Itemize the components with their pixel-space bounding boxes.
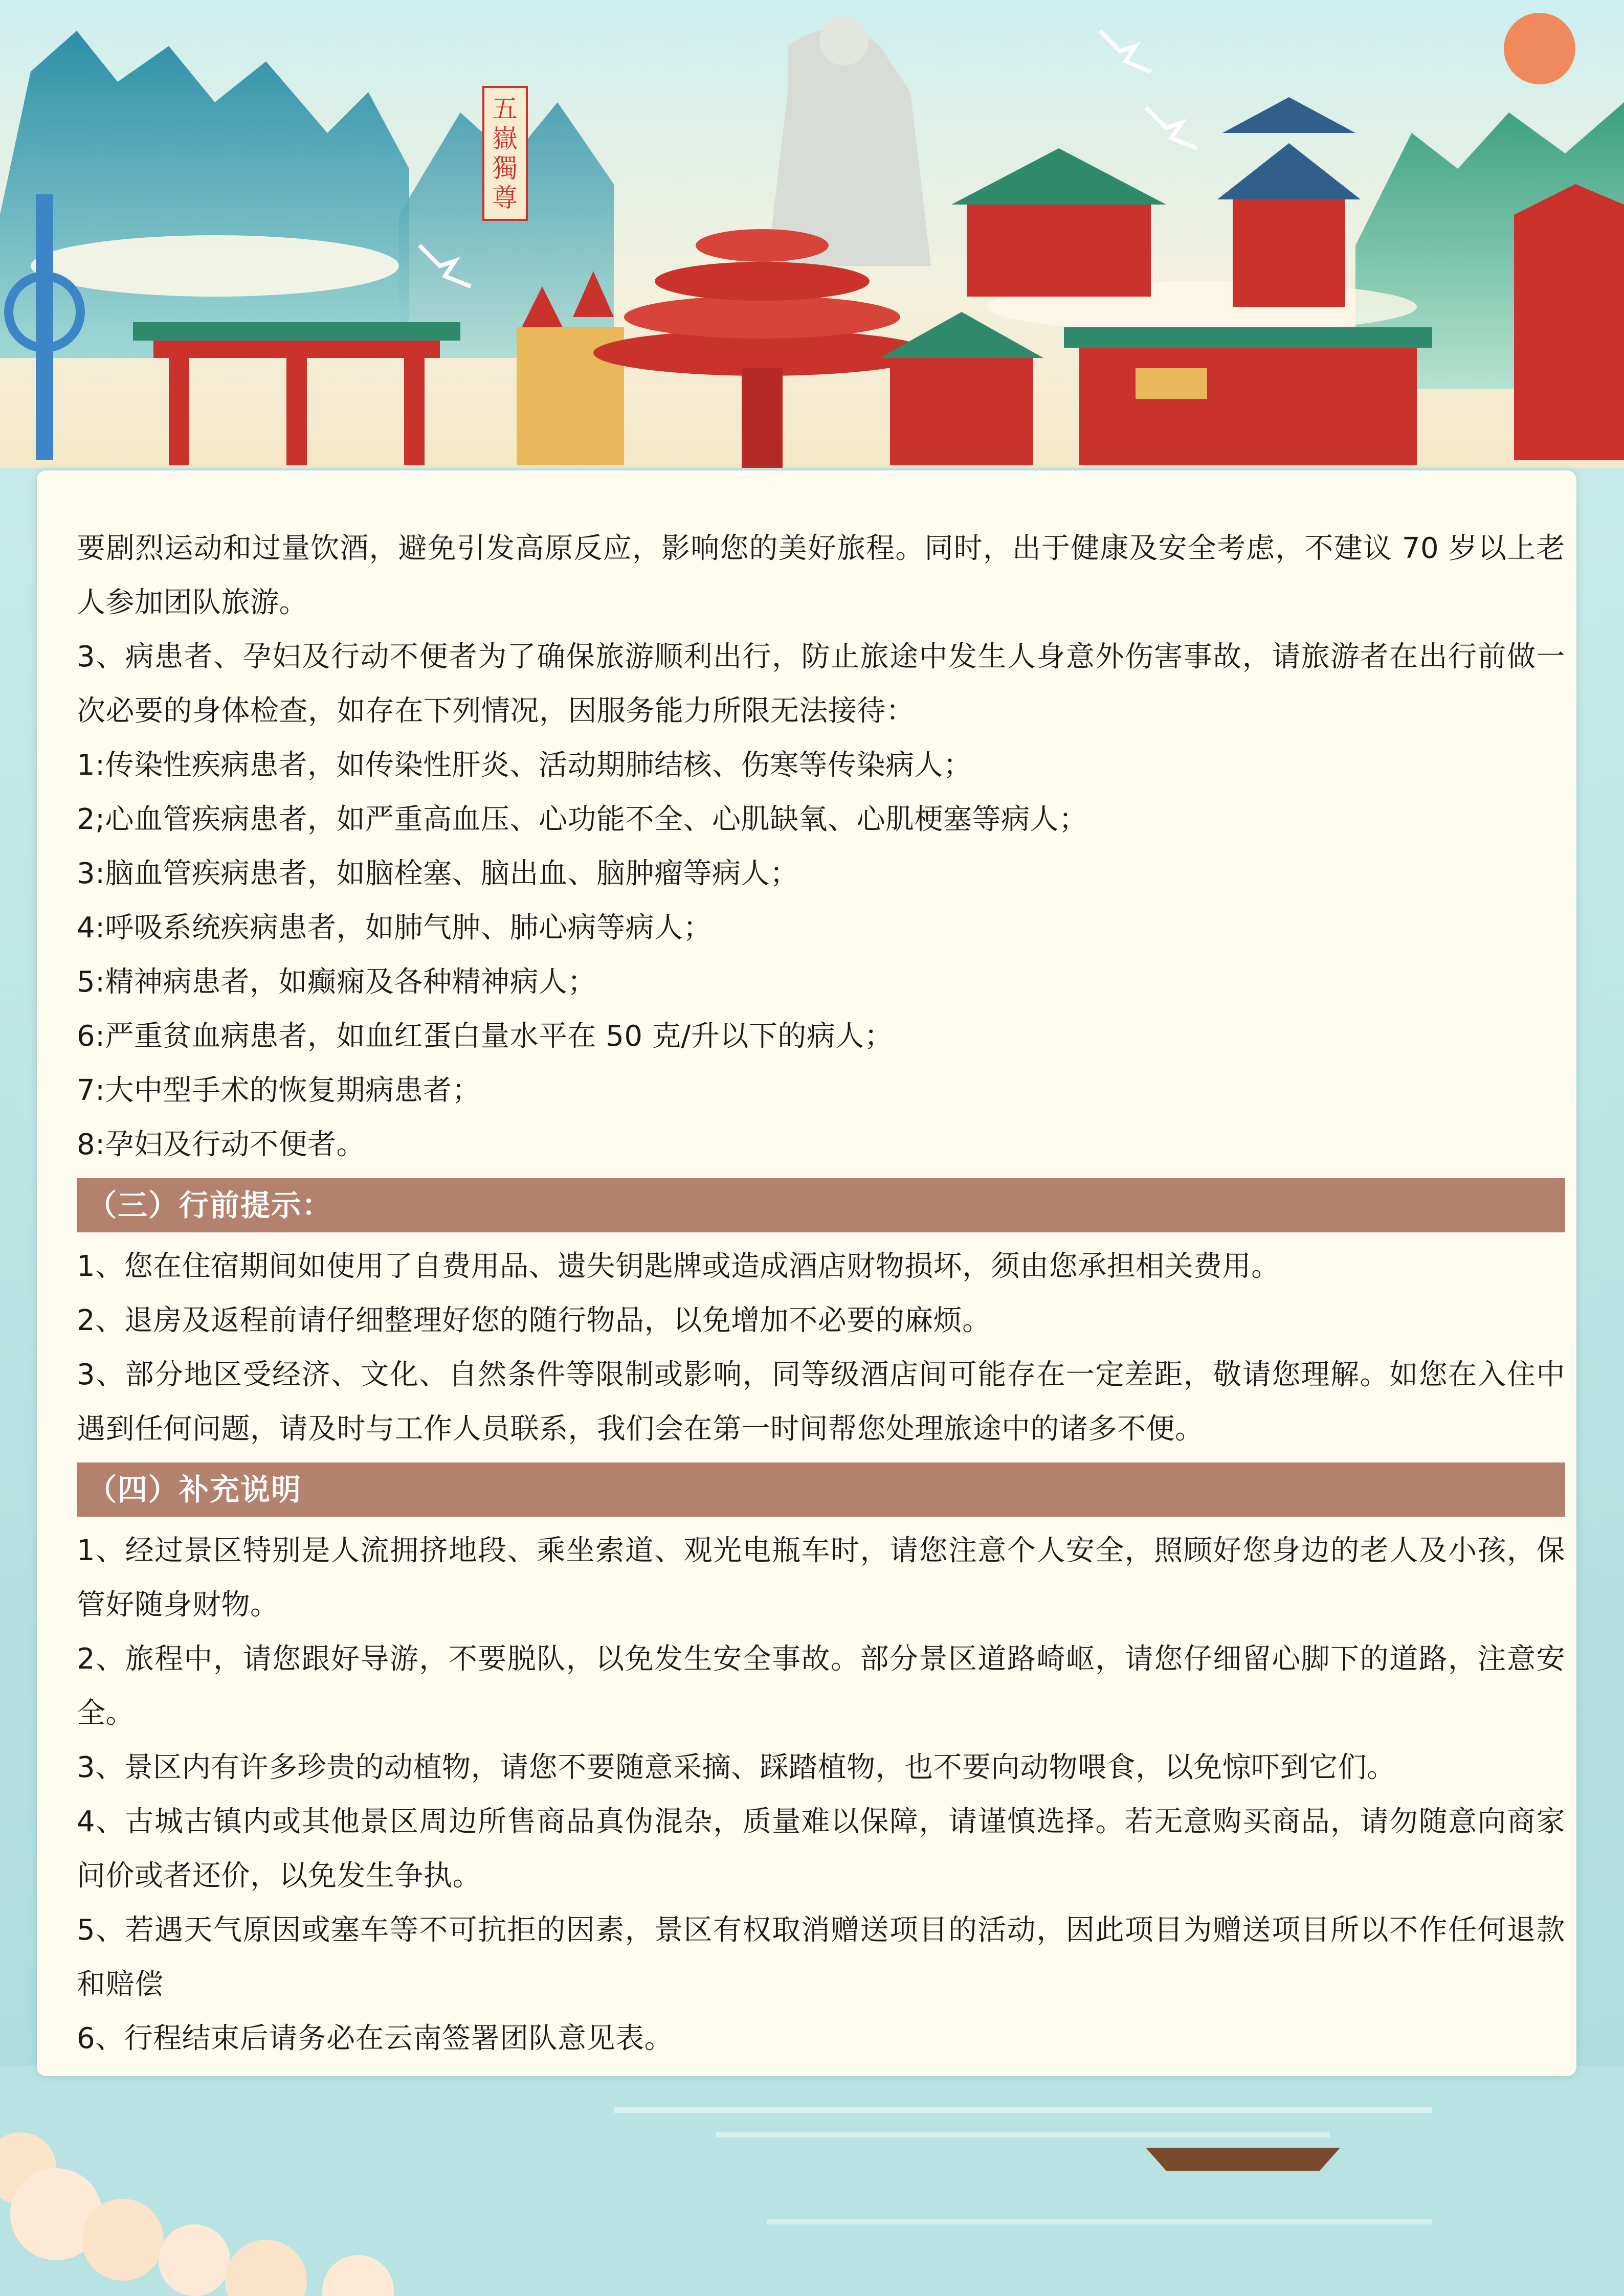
landmarks-illustration <box>0 0 1624 468</box>
section-supplementary-notes <box>77 1524 1565 2066</box>
list-item: 4:呼吸系统疾病患者，如肺气肿、肺心病等病人； <box>77 911 712 944</box>
signboard-text: 五嶽獨尊 <box>492 94 518 213</box>
list-item: 1、您在住宿期间如使用了自费用品、遗失钥匙牌或造成酒店财物损坏，须由您承担相关费用。 <box>77 1250 1280 1283</box>
sun-icon <box>1504 13 1575 84</box>
list-item: 7:大中型手术的恢复期病患者； <box>77 1074 481 1107</box>
list-item: 3、部分地区受经济、文化、自然条件等限制或影响，同等级酒店间可能存在一定差距，敬请您理解。如您在入住中遇到任何问题，请及时与工作人员联系，我们会在第一时间帮您处理旅途中的诸多不便。 <box>77 1358 1565 1446</box>
list-item: 1:传染性疾病患者，如传染性肝炎、活动期肺结核、伤寒等传染病人； <box>77 749 972 782</box>
list-item: 4、古城古镇内或其他景区周边所售商品真伪混杂，质量难以保障，请谨慎选择。若无意购买商品，请勿随意向商家问价或者还价，以免发生争执。 <box>77 1805 1565 1893</box>
list-item: 6:严重贫血病患者，如血红蛋白量水平在 50 克/升以下的病人； <box>77 1020 894 1053</box>
header-illustration <box>0 0 1624 468</box>
paragraph: 要剧烈运动和过量饮酒，避免引发高原反应，影响您的美好旅程。同时，出于健康及安全考虑，不建议 70 岁以上老人参加团队旅游。 <box>77 532 1565 619</box>
list-item: 3:脑血管疾病患者，如脑栓塞、脑出血、脑肿瘤等病人； <box>77 857 799 890</box>
list-item: 3、景区内有许多珍贵的动植物，请您不要随意采摘、踩踏植物，也不要向动物喂食，以免惊吓到它们。 <box>77 1751 1396 1784</box>
content-body <box>77 522 1565 2066</box>
list-item: 8:孕妇及行动不便者。 <box>77 1128 365 1161</box>
list-item: 2;心血管疾病患者，如严重高血压、心功能不全、心肌缺氧、心肌梗塞等病人； <box>77 803 1088 836</box>
list-item: 2、退房及返程前请仔细整理好您的随行物品，以免增加不必要的麻烦。 <box>77 1304 991 1337</box>
list-item: 5:精神病患者，如癫痫及各种精神病人； <box>77 965 596 999</box>
paragraph: 3、病患者、孕妇及行动不便者为了确保旅游顺利出行，防止旅途中发生人身意外伤害事故，请旅游者在出行前做一次必要的身体检查，如存在下列情况，因服务能力所限无法接待： <box>77 640 1565 728</box>
lake-boat-illustration <box>0 2066 1624 2296</box>
section-heading-pre-trip: （三）行前提示： <box>77 1178 1565 1232</box>
section-pre-trip-tips <box>77 1240 1565 1456</box>
section-health-requirements <box>77 522 1565 1172</box>
section-heading-supplementary: （四）补充说明 <box>77 1462 1565 1517</box>
list-item: 1、经过景区特别是人流拥挤地段、乘坐索道、观光电瓶车时，请您注意个人安全，照顾好您身边的老人及小孩，保管好随身财物。 <box>77 1534 1565 1622</box>
footer-illustration <box>0 2066 1624 2296</box>
boat-icon <box>1146 2148 1340 2171</box>
list-item: 2、旅程中，请您跟好导游，不要脱队，以免发生安全事故。部分景区道路崎岖，请您仔细留心脚下的道路，注意安全。 <box>77 1642 1565 1730</box>
list-item: 6、行程结束后请务必在云南签署团队意见表。 <box>77 2022 674 2055</box>
list-item: 5、若遇天气原因或塞车等不可抗拒的因素，景区有权取消赠送项目的活动，因此项目为赠送项目所以不作任何退款和赔偿 <box>77 1914 1565 2001</box>
